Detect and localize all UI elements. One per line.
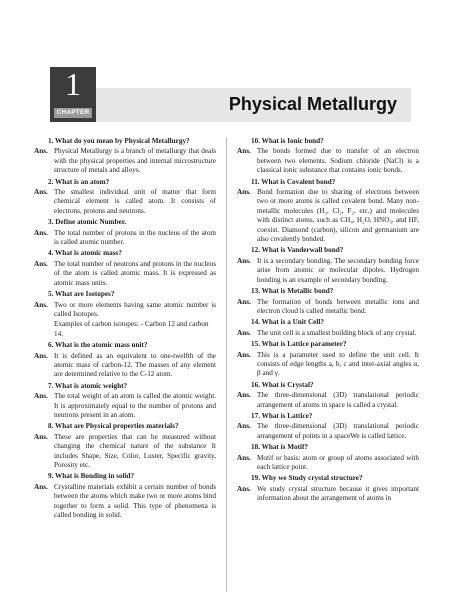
qa-item (34, 472, 216, 520)
question-text: 18. What is Motif? (251, 443, 308, 452)
chapter-title-bar (96, 88, 411, 122)
answer-text: It is a secondary bonding. The secondary bonding force arise from atomic or molecular dipoles. Hydrogen bonding is an example of secondary bonding. (257, 256, 419, 284)
answer-text: Two or more elements having same atomic number is called Isotopes. (54, 300, 216, 318)
answer-label: Ans. (34, 392, 48, 401)
answer-text: Crystalline materials exhibit a certain number of bonds between the atoms which make two or more atoms bind together to form a solid. This type of phenomena is called bonding in solid. (54, 482, 216, 520)
answer-label: Ans. (34, 300, 48, 309)
qa-item (34, 249, 216, 288)
answer-label: Ans. (34, 228, 48, 237)
answer-paragraph (237, 422, 419, 441)
answer-extra-text: Examples of carbon isotopes: - Carbon 12 and carbon 14. (54, 320, 209, 338)
chapter-badge (50, 67, 96, 122)
answer-paragraph (34, 352, 216, 380)
qa-item (237, 287, 419, 316)
answer-paragraph (237, 147, 419, 175)
answer-text: The smallest individual unit of matter that form chemical element is called atom. It consists of electrons, protons and neutrons. (54, 188, 216, 215)
answer-text: The three-dimensional (3D) translational periodic arrangement of points in a spaceWe is called lattice. (257, 422, 419, 440)
chapter-label: CHAPTER (54, 108, 92, 118)
chapter-number: 1 (65, 66, 81, 102)
question-text: 16. What is Crystal? (251, 380, 314, 389)
answer-text: The bonds formed due to transfer of an electron between two elements. Sodium chloride (NaCl) is a classical ionic substance that contains ionic bonds. (257, 147, 419, 175)
answer-label: Ans. (34, 482, 48, 491)
question-text: 7. What is atomic weight? (48, 381, 128, 390)
answer-paragraph (34, 483, 216, 521)
answer-paragraph (34, 188, 216, 216)
answer-paragraph (34, 301, 216, 320)
answer-text: The formation of bonds between metallic ions and electron cloud is called metallic bond. (257, 297, 419, 315)
answer-paragraph (34, 392, 216, 420)
question-text: 15. What is Lattice parameter? (251, 340, 347, 349)
question-text: 12. What is Vanderwall bond? (251, 246, 344, 255)
qa-item (237, 137, 419, 176)
answer-label: Ans. (34, 351, 48, 360)
answer-text: The total weight of an atom is called the atomic weight. It is approximately equal to the number of protons and neutrons present in an atom. (54, 392, 216, 419)
answer-paragraph (237, 454, 419, 473)
qa-item (34, 382, 216, 421)
answer-text: The total number of neutrons and protons in the nucleus of the atom is called atomic mass. It is expressed as atomic mass units. (54, 259, 216, 287)
answer-label: Ans. (34, 147, 48, 156)
answer-label: Ans. (237, 453, 251, 462)
question-text: 1. What do you mean by Physical Metallurgy? (48, 137, 190, 145)
answer-paragraph (34, 260, 216, 288)
qa-item (237, 412, 419, 441)
question-text: 11. What is Covalent bond? (251, 177, 336, 186)
question-text: 3. Define atomic Number. (48, 218, 127, 227)
qa-item (34, 422, 216, 470)
answer-label: Ans. (237, 256, 251, 265)
question-text: 4. What is atomic mass? (48, 249, 122, 258)
answer-paragraph (237, 188, 419, 244)
answer-text: It is defined as an equivalent to one-twelfth of the atomic mass of carbon-12. The masses of any element are determined relative to the C-12 atom. (54, 351, 216, 379)
answer-label: Ans. (34, 188, 48, 197)
answer-paragraph (237, 391, 419, 410)
answer-text: Bond formation due to sharing of electrons between two or more atoms is called covalent bond. Many non-metallic molecules (H₂, Cl₂, F₂, etc.) and molecules with distinct atoms, such as CH₄, H₂O, HNO₃, and HF, coexist. Diamond (carbon), silicon and germanium are also covalently bonded. (257, 188, 419, 244)
answer-text: We study crystal structure because it gives important information about the arrangement of atoms in (257, 484, 419, 503)
answer-text: Motif or basis: atom or group of atoms associated with each lattice point. (257, 453, 419, 471)
qa-item (34, 341, 216, 380)
answer-text: This is a parameter used to define the unit cell. It consists of edge lengths a, b, c and inter-axial angles α, β and γ. (257, 350, 419, 378)
answer-paragraph (34, 229, 216, 248)
question-text: 2. What is an atom? (48, 177, 110, 186)
answer-text: Physical Metallurgy is a branch of metallurgy that deals with the physical properties and internal microstructure structure of metals and alloys. (54, 147, 216, 175)
qa-item (237, 246, 419, 285)
answer-paragraph (237, 298, 419, 317)
answer-label: Ans. (237, 147, 251, 156)
qa-item (34, 178, 216, 217)
qa-item (34, 218, 216, 247)
answer-text: These are properties that can be measured without changing the chemical nature of the substance It includes Shape, Size, Color, Luster, Specific gravity, Porosity etc. (54, 432, 216, 469)
question-text: 13. What is Metallic bond? (251, 287, 334, 296)
answer-label: Ans. (237, 391, 251, 400)
qa-item (34, 137, 216, 176)
column-divider (226, 137, 227, 592)
answer-label: Ans. (237, 188, 251, 197)
left-column (34, 137, 216, 522)
answer-label: Ans. (237, 328, 251, 337)
answer-paragraph (34, 147, 216, 175)
question-text: 19. Why we Study crystal structure? (251, 474, 363, 483)
answer-paragraph (237, 485, 419, 504)
question-text: 6. What is the atomic mass unit? (48, 341, 148, 350)
answer-paragraph (237, 351, 419, 379)
answer-paragraph (237, 329, 419, 338)
qa-item (34, 290, 216, 339)
answer-text: The unit cell is a smallest building block of any crystal. (257, 328, 417, 337)
qa-item (237, 443, 419, 472)
right-column (237, 137, 419, 506)
answer-label: Ans. (237, 422, 251, 431)
answer-label: Ans. (34, 432, 48, 441)
qa-item (237, 340, 419, 379)
answer-label: Ans. (237, 484, 251, 493)
question-text: 5. What are Isotopes? (48, 290, 115, 299)
question-text: 14. What is a Unit Cell? (251, 318, 324, 327)
qa-item (237, 474, 419, 503)
answer-paragraph (237, 257, 419, 285)
qa-item (237, 178, 419, 245)
question-text: 9. What is Bonding in solid? (48, 472, 135, 481)
answer-text: The total number of protons in the nucleus of the atom is called atomic number. (54, 228, 216, 247)
question-text: 17. What is Lattice? (251, 411, 313, 420)
answer-label: Ans. (237, 350, 251, 359)
answer-label: Ans. (34, 259, 48, 268)
question-text: 8. What are Physical properties materials? (48, 422, 179, 431)
question-text: 10. What is Ionic bond? (251, 137, 324, 145)
qa-item (237, 381, 419, 410)
answer-paragraph (34, 433, 216, 471)
answer-text: The three-dimensional (3D) translational periodic arrangement of atoms in space is called a crystal. (257, 391, 419, 409)
qa-item (237, 318, 419, 338)
answer-label: Ans. (237, 297, 251, 306)
chapter-title: Physical Metallurgy (228, 94, 397, 114)
